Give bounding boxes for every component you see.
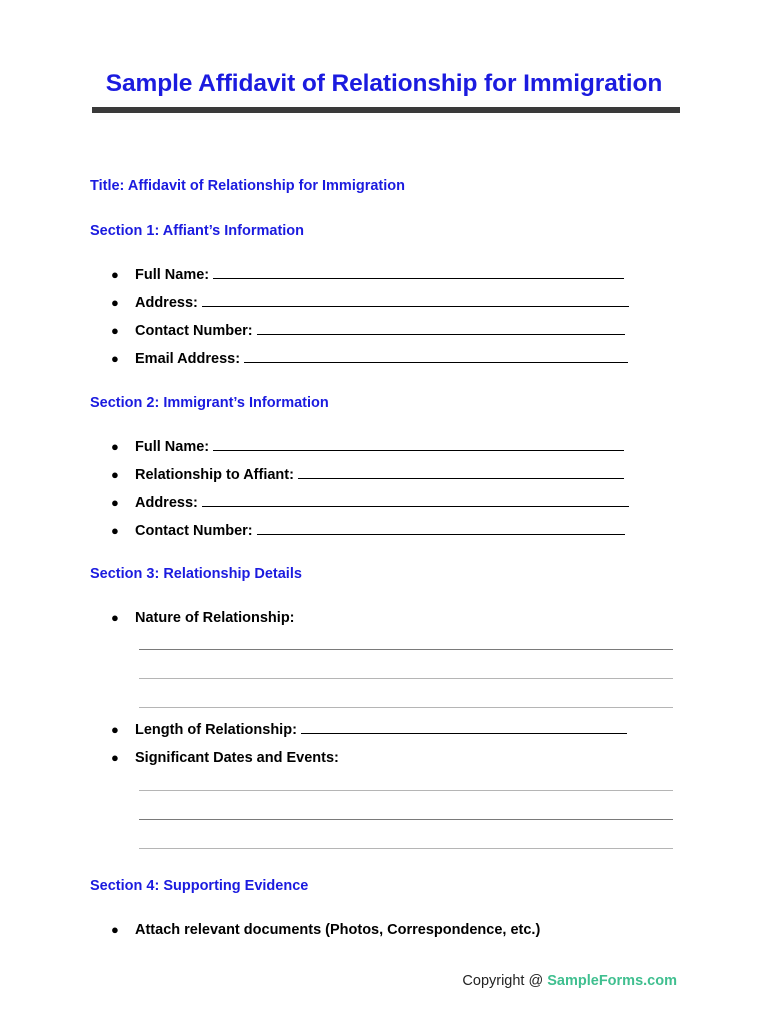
field-label: Contact Number: (135, 523, 253, 539)
answer-line[interactable] (139, 790, 673, 791)
bullet-icon: ● (111, 922, 119, 937)
section-2-heading: Section 2: Immigrant’s Information (90, 395, 329, 411)
fill-in-line[interactable] (202, 494, 629, 507)
field-label: Address: (135, 295, 198, 311)
field-label: Nature of Relationship: (135, 610, 295, 626)
page-title: Sample Affidavit of Relationship for Immigration (105, 70, 663, 97)
answer-line[interactable] (139, 819, 673, 820)
bullet-icon: ● (111, 439, 119, 454)
bullet-icon: ● (111, 750, 119, 765)
fill-in-line[interactable] (301, 721, 627, 734)
footer-copyright (462, 973, 677, 989)
field-label: Relationship to Affiant: (135, 467, 294, 483)
bullet-icon: ● (111, 523, 119, 538)
fill-in-line[interactable] (213, 266, 624, 279)
copyright-prefix: Copyright @ (462, 973, 544, 989)
section-4-heading: Section 4: Supporting Evidence (90, 878, 309, 894)
field-label: Significant Dates and Events: (135, 750, 339, 766)
bullet-icon: ● (111, 722, 119, 737)
bullet-icon: ● (111, 495, 119, 510)
bullet-icon: ● (111, 610, 119, 625)
field-label: Address: (135, 495, 198, 511)
field-significant-dates (111, 750, 339, 766)
answer-line[interactable] (139, 649, 673, 650)
document-subtitle: Title: Affidavit of Relationship for Immigration (90, 178, 405, 194)
field-length-of-relationship[interactable] (111, 721, 627, 738)
answer-line[interactable] (139, 678, 673, 679)
answer-line[interactable] (139, 707, 673, 708)
list-item-supporting-documents (111, 922, 540, 938)
list-item-text: Attach relevant documents (Photos, Correspondence, etc.) (135, 922, 541, 938)
field-nature-of-relationship (111, 610, 295, 626)
fill-in-line[interactable] (202, 294, 629, 307)
field-immigrant-address[interactable] (111, 494, 629, 511)
section-1-heading: Section 1: Affiant’s Information (90, 223, 305, 239)
title-divider (92, 107, 680, 113)
field-immigrant-contact-number[interactable] (111, 522, 625, 539)
brand-link[interactable]: SampleForms.com (547, 973, 677, 989)
fill-in-line[interactable] (298, 466, 624, 479)
bullet-icon: ● (111, 267, 119, 282)
answer-line[interactable] (139, 848, 673, 849)
field-affiant-email[interactable] (111, 350, 628, 367)
fill-in-line[interactable] (257, 322, 625, 335)
field-relationship-to-affiant[interactable] (111, 466, 624, 483)
fill-in-line[interactable] (244, 350, 628, 363)
bullet-icon: ● (111, 467, 119, 482)
field-label: Full Name: (135, 439, 210, 455)
field-affiant-contact-number[interactable] (111, 322, 625, 339)
bullet-icon: ● (111, 295, 119, 310)
bullet-icon: ● (111, 323, 119, 338)
field-label: Full Name: (135, 267, 210, 283)
section-3-heading: Section 3: Relationship Details (90, 566, 302, 582)
field-label: Contact Number: (135, 323, 253, 339)
field-affiant-full-name[interactable] (111, 266, 624, 283)
fill-in-line[interactable] (213, 438, 624, 451)
field-immigrant-full-name[interactable] (111, 438, 624, 455)
bullet-icon: ● (111, 351, 119, 366)
fill-in-line[interactable] (257, 522, 625, 535)
field-affiant-address[interactable] (111, 294, 629, 311)
field-label: Length of Relationship: (135, 722, 297, 738)
field-label: Email Address: (135, 351, 241, 367)
